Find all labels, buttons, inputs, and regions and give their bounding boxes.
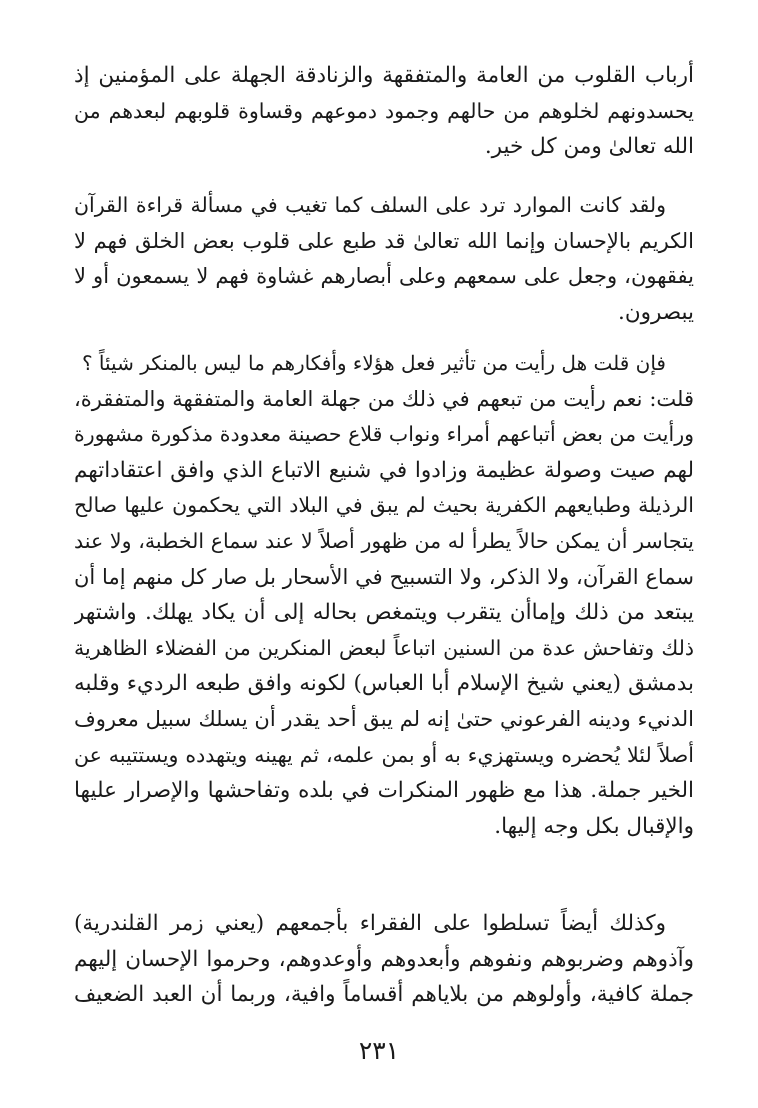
text-line: يبصرون. bbox=[618, 299, 694, 325]
text-line: جملة كافية، وأولوهم من بلاياهم أقساماً وافية، وربما أن العبد الضعيف bbox=[74, 982, 694, 1008]
text-line: ولقد كانت الموارد ترد على السلف كما تغيب في مسألة قراءة القرآن bbox=[74, 193, 666, 217]
page-number: ٢٣١ bbox=[358, 1036, 400, 1065]
text-line: الله تعالىٰ ومن كل خير. bbox=[484, 134, 694, 160]
text-line: يبتعد من ذلك وإماأن يتقرب ويتمغص بحاله إلى أن يكاد يهلك. واشتهر bbox=[74, 600, 694, 626]
paragraph-3 bbox=[74, 346, 694, 844]
text-line: فإن قلت هل رأيت من تأثير فعل هؤلاء وأفكارهم ما ليس بالمنكر شيئاً ؟ bbox=[81, 351, 666, 375]
text-line: بدمشق (يعني شيخ الإسلام أبا العباس) لكونه وافق طبعه الرديء وقلبه bbox=[74, 671, 694, 697]
text-line: الكريم بالإحسان وإنما الله تعالىٰ قد طبع على قلوب بعض الخلق فهم لا bbox=[74, 228, 694, 253]
paragraph-1 bbox=[74, 58, 694, 165]
text-line: يفقهون، وجعل على سمعهم وعلى أبصارهم غشاوة فهم لا يسمعون أو لا bbox=[74, 264, 694, 289]
text-line: أرباب القلوب من العامة والمتفقهة والزنادقة الجهلة على المؤمنين إذ bbox=[74, 63, 694, 88]
text-line: وكذلك أيضاً تسلطوا على الفقراء بأجمعهم (يعني زمر القلندرية) bbox=[74, 911, 666, 936]
text-line: قلت: نعم رأيت من تبعهم في ذلك من جهلة العامة والمتفقهة والمتفقرة، bbox=[74, 386, 694, 411]
text-line: يتجاسر أن يمكن حالاً يطرأ له من ظهور أصلاً لا عند سماع الخطبة، ولا عند bbox=[74, 528, 694, 553]
text-line: الدنيء ودينه الفرعوني حتىٰ إنه لم يبق أحد يقدر أن يسلك سبيل معروف bbox=[74, 706, 694, 731]
text-line: أصلاً لئلا يُحضره ويستهزيء به أو بمن علمه، ثم يهينه ويتهدده ويستتيبه عن bbox=[74, 742, 694, 767]
text-line: يحسدونهم لخلوهم من حالهم وجمود دموعهم وقساوة قلوبهم لبعدهم من bbox=[74, 98, 694, 123]
text-line: الخير جملة. هذا مع ظهور المنكرات في بلده وتفاحشها والإصرار عليها bbox=[74, 778, 694, 804]
text-line: وآذوهم وضربوهم ونفوهم وأبعدوهم وأوعدوهم، وحرموا الإحسان إليهم bbox=[74, 946, 694, 972]
text-line: ذلك وتفاحش عدة من السنين اتباعاً لبعض المنكرين من الفضلاء الظاهرية bbox=[74, 635, 694, 660]
text-line: لهم صيت وصولة عظيمة وزادوا في شنيع الاتباع الذي وافق اعتقاداتهم bbox=[74, 457, 694, 483]
text-line: والإقبال بكل وجه إليها. bbox=[494, 813, 694, 839]
paragraph-2 bbox=[74, 188, 694, 330]
text-line: الرذيلة وطبايعهم الكفرية بحيث لم يبق في البلاد التي يحكمون عليها صالح bbox=[74, 493, 694, 518]
text-line: سماع القرآن، ولا الذكر، ولا التسبيح في الأسحار بل صار كل منهم إما أن bbox=[74, 564, 694, 589]
text-line: ورأيت من بعض أتباعهم أمراء ونواب قلاع حصينة معدودة مذكورة مشهورة bbox=[74, 422, 694, 447]
paragraph-4 bbox=[74, 906, 694, 1013]
